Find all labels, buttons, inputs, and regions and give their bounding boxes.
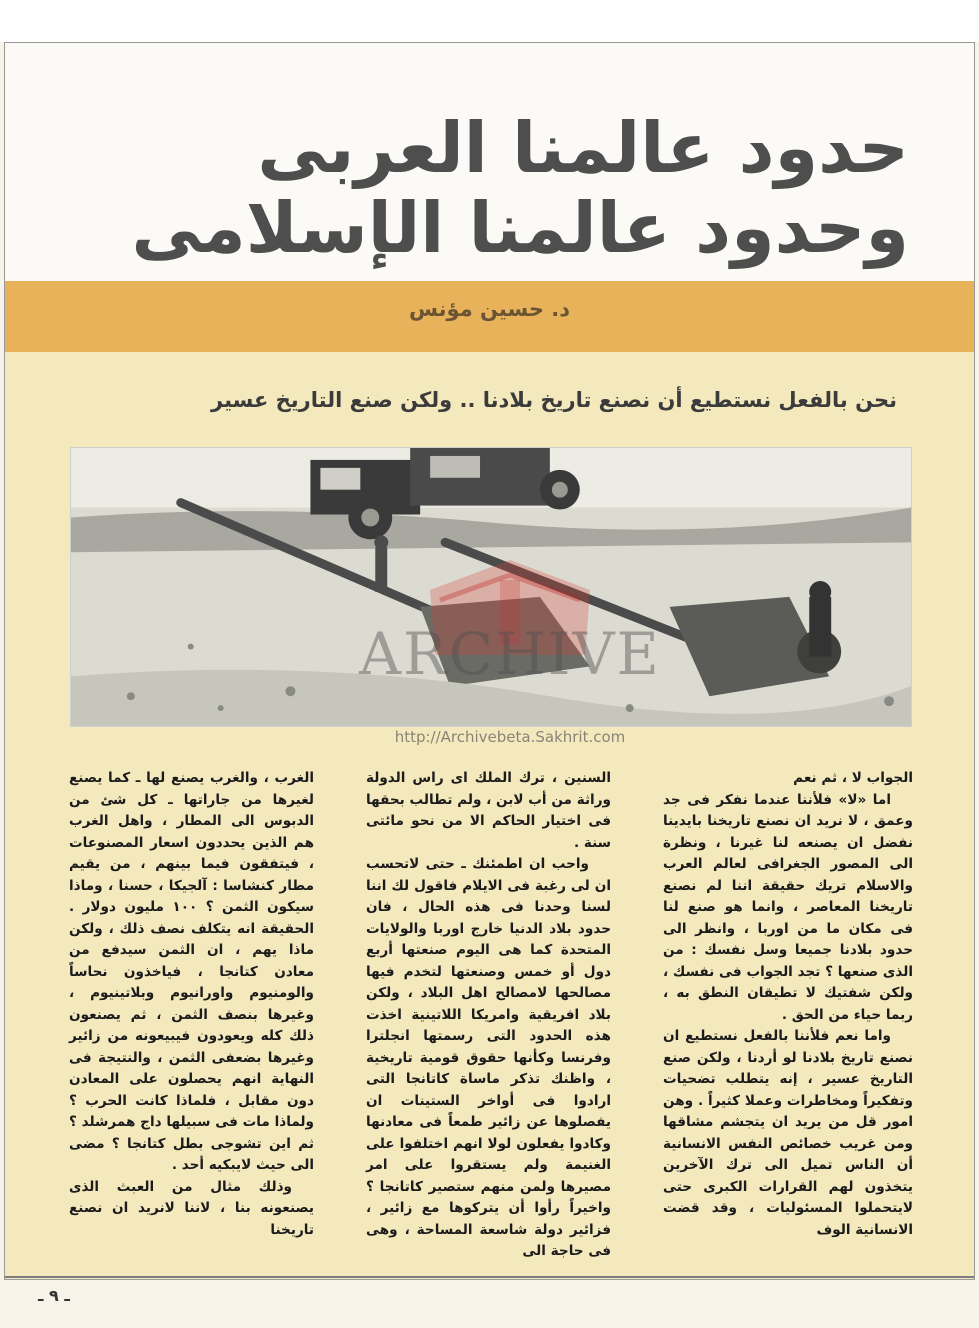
- paragraph: السنين ، ترك الملك اى راس الدولة وراثة من أب لابن ، ولم تطالب بحقها فى اختيار الحاكم الا من نحو مائتى سنة .: [366, 770, 611, 851]
- paragraph: وذلك مثال من العبث الذى يصنعونه بنا ، لاننا لانريد ان نصنع تاريخنا: [69, 1178, 314, 1238]
- watermark-word: ARCHIVE: [359, 620, 661, 688]
- page-number: ـ ٩ ـ: [38, 1286, 70, 1305]
- page-frame: [4, 42, 975, 1280]
- paragraph: الجواب لا ، ثم نعم: [793, 770, 913, 786]
- article-title-line-2: وحدود عالمنا الإسلامى: [131, 187, 909, 269]
- author-name: د. حسين مؤنس: [408, 297, 571, 321]
- paragraph: الغرب ، والغرب يصنع لها ـ كما يصنع لغيرها من جاراتها ـ كل شئ من الدبوس الى المطار ، واهل الغرب هم الذين يحددون اسعار المصنوعات ، فيتفقون فيما بينهم ، من يقيم مطار كنشاسا : آلجيكا ، حسنا ، وماذا سيكون الثمن ؟ ١٠٠ مليون دولار . الحقيقة انه يتكلف نصف ذلك ، ولكن ماذا يهم ، ان الثمن سيدفع من معادن كتانجا ، فياخذون نحاساً والومنيوم واورانيوم وبلاتينيوم ، وغيرها بنصف الثمن ، ثم يصنعون ذلك كله ويعودون فيبيعونه من زائير وغيرها بضعفى الثمن ، والنتيجة فى النهاية انهم يحصلون على المعادن دون مقابل ، فلماذا كانت الحرب ؟ ولماذا مات فى سبيلها داج همرشلد ؟ ثم اين تشوجى بطل كتانجا ؟ مضى الى حيث لايبكيه أحد .: [69, 770, 314, 1173]
- top-margin: [0, 0, 979, 42]
- watermark-url: http://Archivebeta.Sakhrit.com: [394, 728, 626, 746]
- paragraph: واحب ان اطمئنك ـ حتى لاتحسب ان لى رغبة فى الايلام فاقول لك اننا لسنا وحدنا فى هذه الحال ، فان حدود بلاد الدنيا خارج اوربا والولايات المتحدة كما هى اليوم صنعتها أربع دول أو خمس وصنعتها لتخدم فيها مصالحها لامصالح اهل البلاد ، ولكن بلاد افريقية وامريكا اللاتينية اخذت هذه الحدود التى رسمتها انجلترا وفرنسا وكأنها حقوق قومية تاريخية ، واظنك تذكر ماساة كاتانجا التى ارادوا فى أواخر الستينات ان يفصلوها عن زائير طمعاً فى معادنها وكادوا يفعلون لولا انهم اختلفوا على الغنيمة ولم يستقروا على امر مصيرها ولمن منهم ستصير كاتانجا ؟ واخيراً رأوا أن يتركوها مع زائير ، فزائير دولة شاسعة المساحة ، وهى فى حاجة الى: [366, 856, 611, 1259]
- article-title-line-1: حدود عالمنا العربى: [257, 107, 909, 189]
- paragraph: اما «لا» فلأننا عندما نفكر فى جد وعمق ، لا نريد ان نصنع تاريخنا بايدينا نفضل ان يصنعه لنا غيرنا ، ونظرة الى المصور الجغرافى لعالم العرب والاسلام تريك حقيقة اننا لم نصنع تاريخنا المعاصر ، وانما هو صنع لنا فى مكان ما من اوربا ، وانظر الى حدود بلادنا جميعا وسل نفسك : من الذى صنعها ؟ تجد الجواب فى نفسك ، ولكن شفتيك لا تطيقان النطق به ، ربما حياء من الحق .: [663, 791, 913, 1023]
- article-subtitle: نحن بالفعل نستطيع أن نصنع تاريخ بلادنا .. ولكن صنع التاريخ عسير: [211, 388, 897, 412]
- paragraph: واما نعم فلأننا بالفعل نستطيع ان نصنع تاريخ بلادنا لو أردنا ، ولكن صنع التاريخ عسير ، إنه يتطلب تضحيات وتفكيراً ومخاطرات وعملا كثيراً . وهن امور قل من يريد ان يتجشم مشاقها ومن غريب خصائص النفس الانسانية أن الناس تميل الى ترك الآخرين يتخذون لهم القرارات الكبرى حتى لايتحملوا المسئوليات ، وقد قضت الانسانية الوف: [663, 1028, 913, 1238]
